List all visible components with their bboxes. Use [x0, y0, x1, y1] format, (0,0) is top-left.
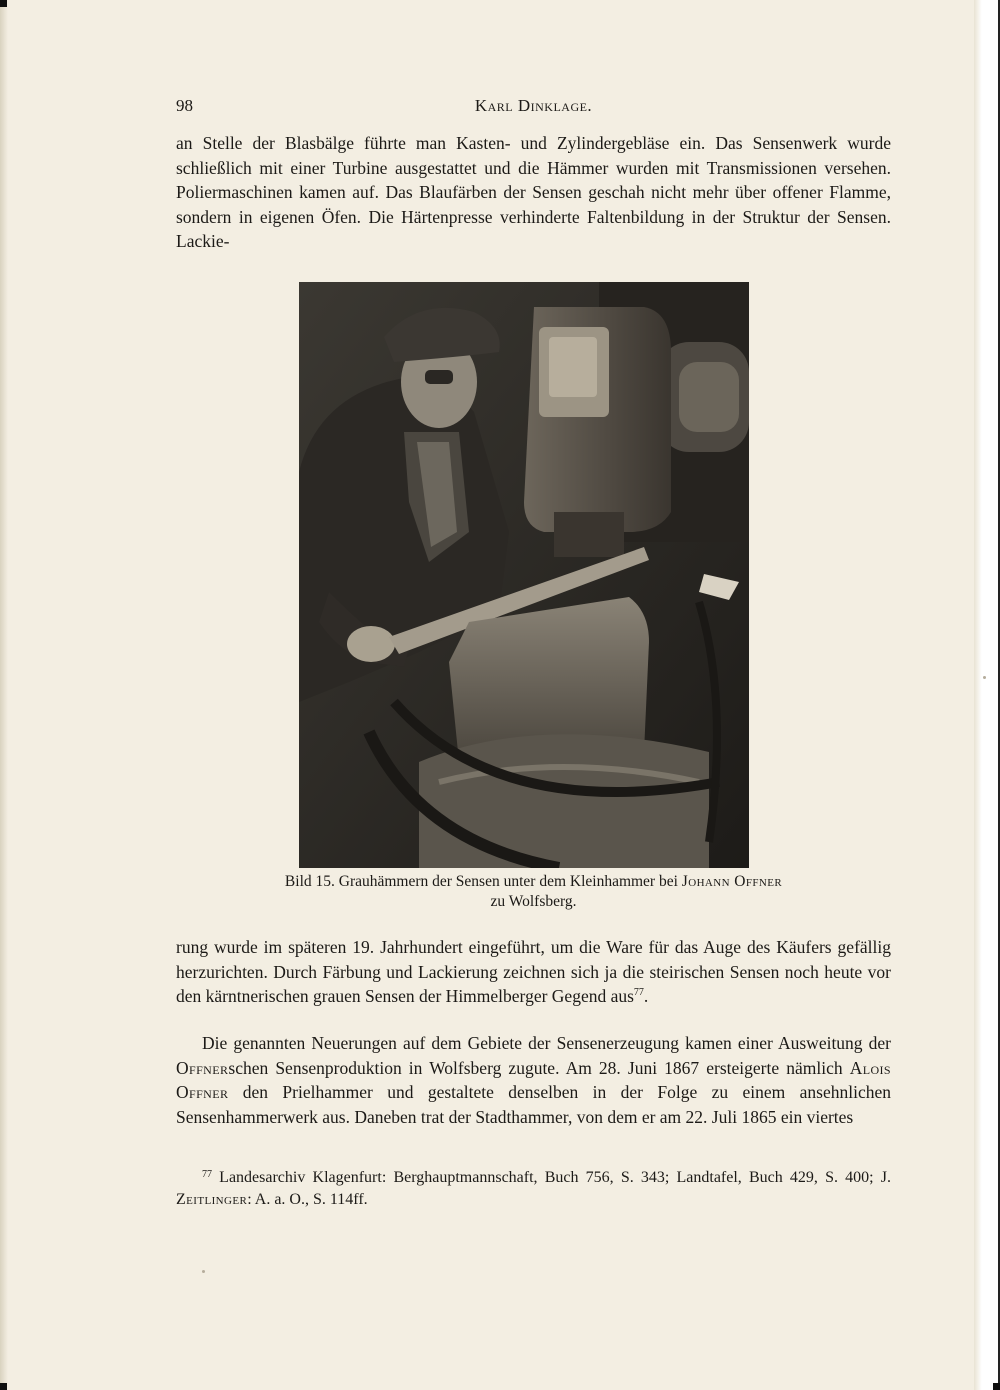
scan-corner-mark	[993, 1383, 1000, 1390]
paragraph-text: rung wurde im späteren 19. Jahrhundert eingeführt, um die Ware für das Auge des Käufers gefällig herzurichten. Durch Färbung und Lackierung zeichnen sich ja die steirischen Sensen noch heute vor den kärntnerischen grauen Sensen der Himmelberger Gegend aus	[176, 937, 891, 1007]
figure-photo	[299, 282, 749, 868]
caption-place: zu Wolfsberg.	[490, 893, 577, 910]
scan-speck	[983, 676, 986, 679]
paragraph-text: schen Sensenproduktion in Wolfsberg zugute. Am 28. Juni 1867 ersteigerte nämlich	[228, 1057, 850, 1078]
footnote-text: : A. a. O., S. 114ff.	[247, 1191, 368, 1208]
footnote-reference: 77	[633, 987, 644, 999]
scan-edge-left	[0, 0, 8, 1390]
footnote	[176, 1164, 891, 1211]
name-alois-offner: Alois Offner	[176, 1057, 891, 1103]
figure-caption	[176, 872, 891, 912]
page-header	[176, 96, 891, 120]
body-paragraph: an Stelle der Blasbälge führte man Kasten- und Zylindergebläse ein. Das Sensenwerk wurde schließlich mit einer Turbine ausgestattet und die Hämmer wurden mit Transmissionen versehen. Poliermaschinen kamen auf. Das Blaufärben der Sensen geschah nicht mehr über offener Flamme, sondern in eigenen Öfen. Die Härtenpresse verhinderte Faltenbildung in der Struktur der Sensen. Lackie-	[176, 133, 891, 252]
footnote-text: Landesarchiv Klagenfurt: Berghauptmannschaft, Buch 756, S. 343; Landtafel, Buch 429, S. 400; J.	[212, 1169, 891, 1186]
caption-name: Johann Offner	[681, 873, 783, 890]
footnote-number: 77	[202, 1169, 212, 1180]
scan-edge-right	[974, 0, 1000, 1390]
body-paragraph	[176, 935, 891, 1009]
paragraph-text: Die genannten Neuerungen auf dem Gebiete der Sensenerzeugung kamen einer Ausweitung der	[202, 1033, 891, 1053]
footnote-author: Zeitlinger	[176, 1191, 248, 1208]
page-number: 98	[176, 96, 193, 115]
body-paragraph	[176, 1031, 891, 1129]
scan-corner-mark	[0, 0, 7, 7]
running-head: Karl Dinklage.	[474, 96, 593, 115]
name-offner: Offner	[176, 1057, 229, 1078]
scan-corner-mark	[0, 1383, 7, 1390]
scan-speck	[202, 1270, 205, 1273]
paragraph-text: .	[643, 986, 649, 1007]
caption-text: Bild 15. Grauhämmern der Sensen unter dem Kleinhammer bei	[284, 873, 682, 890]
paragraph-text: den Prielhammer und gestaltete denselben in der Folge zu einem ansehnlichen Sensenhammerwerk aus. Daneben trat der Stadthammer, von dem er am 22. Juli 1865 ein viertes	[176, 1082, 891, 1127]
